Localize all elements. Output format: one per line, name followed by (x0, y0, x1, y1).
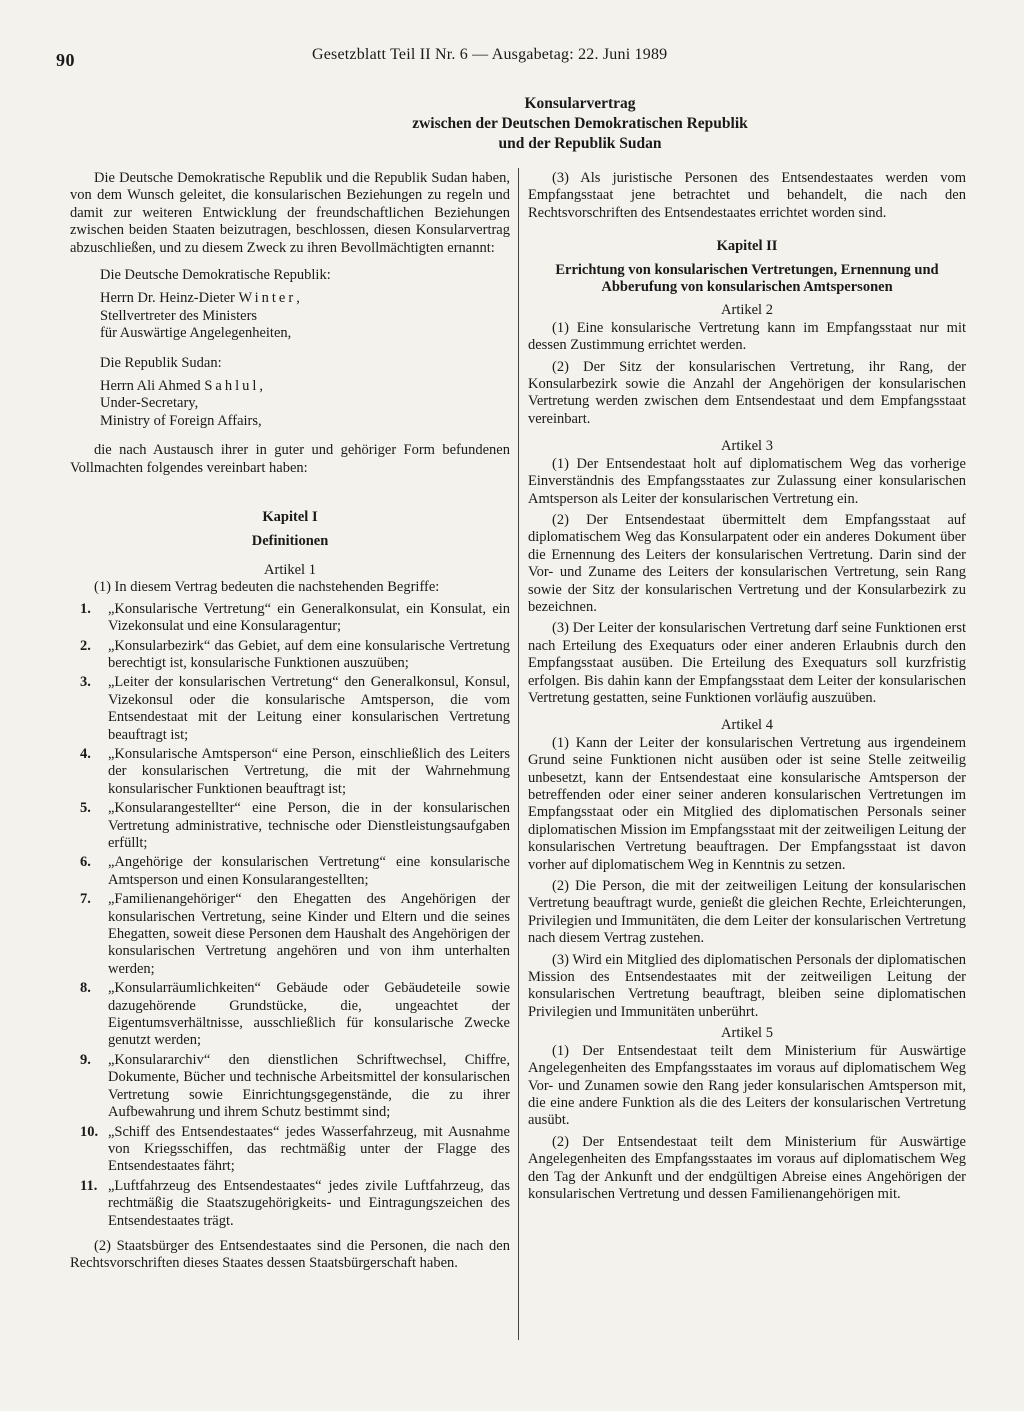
chapter-2-heading: Kapitel II (716, 238, 778, 255)
item-number: 1. (80, 600, 91, 617)
chapter-2-title: Errichtung von konsularischen Vertretungen, Ernennung und Abberufung von konsularischen Amtspersonen (555, 261, 939, 296)
list-item (70, 1052, 510, 1122)
article-5-paragraph-1: (1) Der Entsendestaat teilt dem Ministerium für Auswärtige Angelegenheiten des Empfangsstaates im voraus auf diplomatischem Weg Vor- und Zunamen sowie den Rang jeder konsularischen Amtsperson mit, die eine andere Funktion als die des Leiters der konsularischen Vertretung ausübt. (528, 1042, 966, 1129)
definitions-list (70, 601, 510, 1230)
item-text: „Angehörige der konsularischen Vertretung“ eine konsularische Amtsperson und einen Konsularangestellten; (108, 854, 510, 888)
item-text: „Schiff des Entsendestaates“ jedes Wasserfahrzeug, mit Ausnahme von Kriegsschiffen, das rechtmäßig unter der Flagge des Entsendestaates fährt; (108, 1123, 510, 1175)
treaty-title (0, 94, 1024, 154)
party-1: Die Deutsche Demokratische Republik: (100, 267, 331, 284)
representative-1 (70, 290, 510, 307)
rep1-title-2: für Auswärtige Angelegenheiten, (100, 325, 292, 342)
article-4-paragraph-1: (1) Kann der Leiter der konsularischen Vertretung aus irgendeinem Grund seine Funktionen nicht ausüben oder ist seine Stelle zeitweilig unbesetzt, kann der Entsendestaat eine konsularische Amtsperson der betreffenden oder einer seiner anderen konsularischen Vertretungen im Empfangsstaat oder ein Mitglied des diplomatischen Personals seiner diplomatischen Mission im Empfangsstaat mit der zeitweiligen Leitung der konsularischen Vertretung beauftragen. Der Empfangsstaat ist davon vorher auf diplomatischem Weg in Kenntnis zu setzen. (528, 734, 966, 873)
title-line-1: Konsularvertrag (524, 95, 636, 112)
item-number: 6. (80, 854, 91, 871)
article-1-paragraph-2: (2) Staatsbürger des Entsendestaates sind die Personen, die nach den Rechtsvorschriften dieses Staates dessen Staatsbürgerschaft haben. (70, 1237, 510, 1272)
rep1-prefix: Herrn Dr. Heinz-Dieter (100, 290, 235, 307)
article-1-intro: (1) In diesem Vertrag bedeuten die nachstehenden Begriffe: (94, 579, 440, 596)
rep2-title-1: Under-Secretary, (100, 395, 199, 412)
item-text: „Konsularbezirk“ das Gebiet, auf dem eine konsularische Vertretung berechtigt ist, konsularische Funktionen auszuüben; (108, 637, 510, 671)
list-item (70, 746, 510, 798)
list-item (70, 980, 510, 1050)
rep1-suffix: , (296, 290, 300, 307)
list-item (70, 674, 510, 744)
running-head: Gesetzblatt Teil II Nr. 6 — Ausgabetag: 22. Juni 1989 (312, 46, 668, 63)
representative-2 (70, 378, 510, 395)
party-2: Die Republik Sudan: (100, 354, 222, 371)
rep1-surname: Winter (238, 290, 297, 307)
title-line-3: und der Republik Sudan (498, 135, 662, 152)
item-number: 11. (80, 1177, 98, 1194)
article-5-paragraph-2: (2) Der Entsendestaat teilt dem Ministerium für Auswärtige Angelegenheiten des Empfangsstaates im voraus auf diplomatischem Weg den Tag der Ankunft und der endgültigen Abreise eines Angehörigen der konsularischen Vertretung und dessen Familienangehörigen mit. (528, 1133, 966, 1202)
item-text: „Konsulararchiv“ den dienstlichen Schriftwechsel, Chiffre, Dokumente, Bücher und technische Arbeitsmittel der konsularischen Vertretung sowie Einrichtungsgegenstände, die zu ihrer Aufbewahrung und ihrem Schutz bestimmt sind; (108, 1051, 510, 1121)
column-divider (518, 168, 519, 1340)
rep2-title-2: Ministry of Foreign Affairs, (100, 412, 262, 429)
right-column (528, 170, 966, 1207)
article-3-paragraph-2: (2) Der Entsendestaat übermittelt dem Empfangsstaat auf diplomatischem Weg das Konsularpatent oder ein anderes Dokument über die Ernennung des Leiters der konsularischen Vertretung. Darin sind der Vor- und Zuname des Leiters der konsularischen Vertretung, sein Rang sowie der Sitz der konsularischen Vertretung und der Konsularbezirk zu bezeichnen. (528, 511, 966, 615)
article-3-paragraph-1: (1) Der Entsendestaat holt auf diplomatischem Weg das vorherige Einverständnis des Empfangsstaates zur Zulassung einer konsularischen Amtsperson als Leiter der konsularischen Vertretung ein. (528, 455, 966, 507)
left-column (70, 170, 510, 1277)
chapter-1-heading: Kapitel I (262, 509, 318, 526)
article-2-paragraph-1: (1) Eine konsularische Vertretung kann im Empfangsstaat nur mit dessen Zustimmung errichtet werden. (528, 319, 966, 354)
rep2-surname: Sahlul (204, 378, 260, 395)
list-item (70, 601, 510, 636)
item-text: „Konsularische Vertretung“ ein Generalkonsulat, ein Konsulat, ein Vizekonsulat und eine Konsularagentur; (108, 600, 510, 635)
article-2-paragraph-2: (2) Der Sitz der konsularischen Vertretung, ihr Rang, der Konsularbezirk sowie die Anzahl der Angehörigen der konsularischen Vertretung werden zwischen dem Entsendestaat und dem Empfangsstaat vereinbart. (528, 358, 966, 427)
rep1-title-1: Stellvertreter des Ministers (100, 307, 258, 324)
page-number: 90 (56, 50, 75, 70)
item-number: 7. (80, 891, 91, 908)
rep2-prefix: Herrn Ali Ahmed (100, 378, 201, 395)
item-text: „Konsularangestellter“ eine Person, die in der konsularischen Vertretung administrative, technische oder Dienstleistungsaufgaben erfüllt; (108, 800, 510, 851)
item-number: 5. (80, 800, 91, 817)
item-number: 4. (80, 745, 91, 762)
item-text: „Konsularräumlichkeiten“ Gebäude oder Gebäudeteile sowie dazugehörende Grundstücke, die, ungeachtet der Eigentumsverhältnisse, ausschließlich für konsularische Zwecke genutzt werden; (108, 980, 510, 1049)
item-text: „Leiter der konsularischen Vertretung“ den Generalkonsul, Konsul, Vizekonsul oder die konsularische Amtsperson, die vom Entsendestaat mit der Leitung einer konsularischen Vertretung beauftragt ist; (108, 674, 510, 743)
item-number: 9. (80, 1051, 91, 1068)
item-number: 2. (80, 637, 91, 654)
article-2-heading: Artikel 2 (721, 302, 773, 319)
list-item (70, 1124, 510, 1176)
preamble: Die Deutsche Demokratische Republik und die Republik Sudan haben, von dem Wunsch geleitet, die konsularischen Beziehungen zu regeln und damit zur weiteren Entwicklung der freundschaftlichen Beziehungen zwischen beiden Staaten beizutragen, beschlossen, diesen Konsularvertrag abzuschließen, und zu diesem Zweck zu ihren Bevollmächtigten ernannt: (70, 170, 510, 256)
article-1-heading: Artikel 1 (264, 561, 316, 578)
item-number: 8. (80, 980, 91, 997)
item-text: „Familienangehöriger“ den Ehegatten des Angehörigen der konsularischen Vertretung, seine Kinder und Eltern und die seines Ehegatten, soweit diese Personen dem Haushalt des Angehörigen der konsularischen Vertretung angehören und von ihm unterhalten werden; (108, 891, 510, 977)
list-item (70, 891, 510, 978)
article-4-heading: Artikel 4 (721, 717, 773, 734)
article-5-heading: Artikel 5 (721, 1025, 773, 1042)
chapter-1-title: Definitionen (251, 532, 329, 549)
list-item (70, 1178, 510, 1230)
article-1-paragraph-3: (3) Als juristische Personen des Entsendestaates werden vom Empfangsstaat jene betrachtet und behandelt, die nach den Rechtsvorschriften des Entsendestaates errichtet worden sind. (528, 170, 966, 221)
item-text: „Konsularische Amtsperson“ eine Person, einschließlich des Leiters der konsularischen Vertretung, die mit der Wahrnehmung konsularischer Funktionen beauftragt ist; (108, 745, 510, 797)
agreement-clause: die nach Austausch ihrer in guter und gehöriger Form befundenen Vollmachten folgendes vereinbart haben: (70, 442, 510, 476)
item-number: 10. (80, 1123, 99, 1140)
article-4-paragraph-2: (2) Die Person, die mit der zeitweiligen Leitung der konsularischen Vertretung beauftragt wurde, genießt die gleichen Rechte, Erleichterungen, Privilegien und Immunitäten, die dem Leiter der konsularischen Vertretung nach diesem Vertrag zustehen. (528, 878, 966, 947)
rep2-suffix: , (259, 378, 263, 395)
article-3-heading: Artikel 3 (721, 438, 773, 455)
item-text: „Luftfahrzeug des Entsendestaates“ jedes zivile Luftfahrzeug, das rechtmäßig die Staatszugehörigkeits- und Eintragungszeichen des Entsendestaates trägt. (108, 1177, 510, 1229)
article-3-paragraph-3: (3) Der Leiter der konsularischen Vertretung darf seine Funktionen erst nach Erteilung des Exequaturs oder einer anderen Erlaubnis durch den Empfangsstaat ausüben. Die Erteilung des Exequaturs soll kurzfristig erfolgen. Bis dahin kann der Empfangsstaat dem Leiter der konsularischen Vertretung gestatten, seine Funktionen vorläufig auszuüben. (528, 620, 966, 706)
list-item (70, 638, 510, 673)
list-item (70, 800, 510, 852)
article-4-paragraph-3: (3) Wird ein Mitglied des diplomatischen Personals der diplomatischen Mission des Entsendestaates mit der zeitweiligen Leitung der konsularischen Vertretung beauftragt, bleiben seine diplomatischen Privilegien und Immunitäten unberührt. (528, 951, 966, 1020)
title-line-2: zwischen der Deutschen Demokratischen Republik (412, 115, 748, 132)
item-number: 3. (80, 674, 91, 691)
list-item (70, 854, 510, 889)
